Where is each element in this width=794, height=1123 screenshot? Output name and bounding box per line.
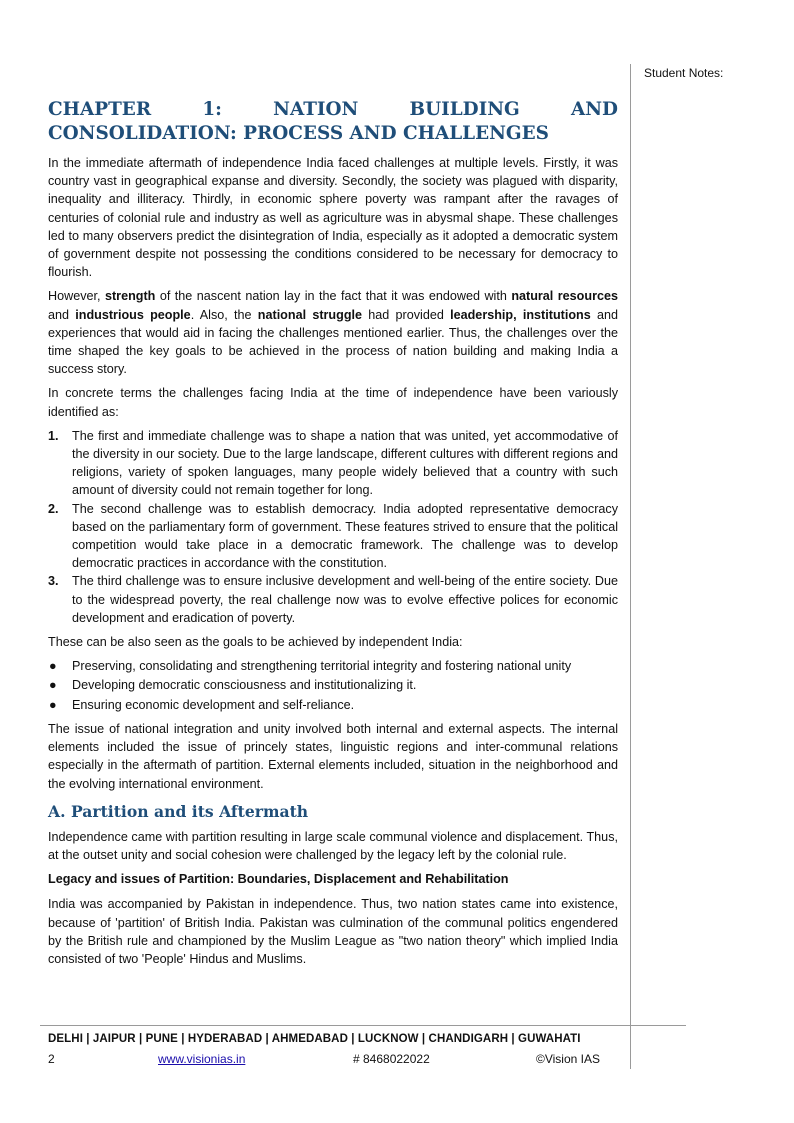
goal-text: Developing democratic consciousness and institutionalizing it. xyxy=(72,678,417,693)
bold-leadership-institutions: leadership, institutions xyxy=(450,307,591,322)
intro-paragraph-2 xyxy=(48,287,618,378)
main-content xyxy=(48,98,618,974)
section-a-title: A. Partition and its Aftermath xyxy=(48,801,309,821)
page-number: 2 xyxy=(48,1052,55,1066)
goal-item xyxy=(48,676,618,694)
text-run: of the nascent nation lay in the fact that it was endowed with xyxy=(155,289,512,304)
footer-copyright: ©Vision IAS xyxy=(536,1052,600,1066)
chapter-title: CHAPTER 1: NATION BUILDING AND CONSOLIDATION: PROCESS AND CHALLENGES xyxy=(48,99,618,144)
footer-cities: DELHI | JAIPUR | PUNE | HYDERABAD | AHMEDABAD | LUCKNOW | CHANDIGARH | GUWAHATI xyxy=(48,1033,581,1045)
challenge-item xyxy=(48,572,618,627)
challenge-number: 2. xyxy=(48,501,59,516)
goals-list xyxy=(48,657,618,714)
text-run: and experiences that would aid in facing the challenges mentioned earlier. Thus, the challenges over the time shaped the key goals to be achieved in the process of nation building and making India a success story. xyxy=(48,307,618,377)
goal-item xyxy=(48,696,618,714)
goal-text: Preserving, consolidating and strengthening territorial integrity and fostering national unity xyxy=(72,659,572,674)
goal-item xyxy=(48,657,618,675)
text-run: and xyxy=(48,307,76,322)
challenge-number: 1. xyxy=(48,428,59,443)
section-a-subheading: Legacy and issues of Partition: Boundaries, Displacement and Rehabilitation xyxy=(48,872,509,887)
text-run: had provided xyxy=(362,307,451,322)
challenge-item xyxy=(48,500,618,573)
challenge-item xyxy=(48,427,618,500)
goal-text: Ensuring economic development and self-reliance. xyxy=(72,697,355,712)
bold-natural-resources: natural resources xyxy=(511,289,618,304)
challenge-number: 3. xyxy=(48,574,59,589)
bullet-icon: ● xyxy=(49,697,57,712)
bold-strength: strength xyxy=(104,289,156,304)
text-run: However, xyxy=(48,289,105,304)
section-a-paragraph-1: Independence came with partition resulting in large scale communal violence and displacement. Thus, at the outset unity and social cohesion were challenged by the legacy left by the colonial rule. xyxy=(48,829,618,862)
challenge-text: The second challenge was to establish democracy. India adopted representative democracy based on the parliamentary form of government. These features strived to ensure that the political competition would take place in a democratic framework. The challenge was to develop democratic practices in accordance with the constitution. xyxy=(72,501,618,571)
bullet-icon: ● xyxy=(49,678,57,693)
website-link[interactable]: www.visionias.in xyxy=(158,1052,246,1066)
bold-industrious-people: industrious people xyxy=(75,307,191,322)
challenge-text: The third challenge was to ensure inclusive development and well-being of the entire society. Due to the widespread poverty, the real challenge now was to evolve effective polices for economic development and eradication of poverty. xyxy=(72,574,618,625)
intro-paragraph-1: In the immediate aftermath of independence India faced challenges at multiple levels. Firstly, it was country vast in geographical expanse and diversity. Secondly, the society was plagued with disparity, inequality and illiteracy. Thirdly, in economic sphere poverty was rampant after the ravages of centuries of colonial rule and industry as well as agriculture was in abysmal shape. These challenges led to many observers predict the disintegration of India, especially as it adopted a democratic system of government despite not possessing the conditions considered to be necessary for democracy to flourish. xyxy=(48,156,618,280)
footer-divider xyxy=(40,1025,686,1026)
challenges-list xyxy=(48,427,618,627)
section-a-paragraph-2: India was accompanied by Pakistan in independence. Thus, two nation states came into existence, because of 'partition' of British India. Pakistan was culmination of the communal politics engendered by the British rule and championed by the Muslim League as "two nation theory" which implied India consisted of two 'People' Hindus and Muslims. xyxy=(48,897,618,966)
text-run: . Also, the xyxy=(190,307,258,322)
goals-intro: These can be also seen as the goals to be achieved by independent India: xyxy=(48,635,463,650)
student-notes-label: Student Notes: xyxy=(644,66,724,80)
footer-phone: # 8468022022 xyxy=(353,1052,430,1066)
bullet-icon: ● xyxy=(49,659,57,674)
challenge-text: The first and immediate challenge was to shape a nation that was united, yet accommodative of the diversity in our society. Due to the large landscape, different cultures with different regions and religions, variety of spoken languages, many people widely believed that a country with such amount of diversity could not remain together for long. xyxy=(72,428,618,498)
bold-national-struggle: national struggle xyxy=(257,307,363,322)
intro-paragraph-3: In concrete terms the challenges facing India at the time of independence have been variously identified as: xyxy=(48,386,618,419)
integration-paragraph: The issue of national integration and unity involved both internal and external aspects. The internal elements included the issue of princely states, linguistic regions and inter-communal relations especially in the aftermath of partition. External elements included, situation in the neighborhood and the evolving international environment. xyxy=(48,721,618,791)
notes-column-divider xyxy=(630,64,631,1069)
